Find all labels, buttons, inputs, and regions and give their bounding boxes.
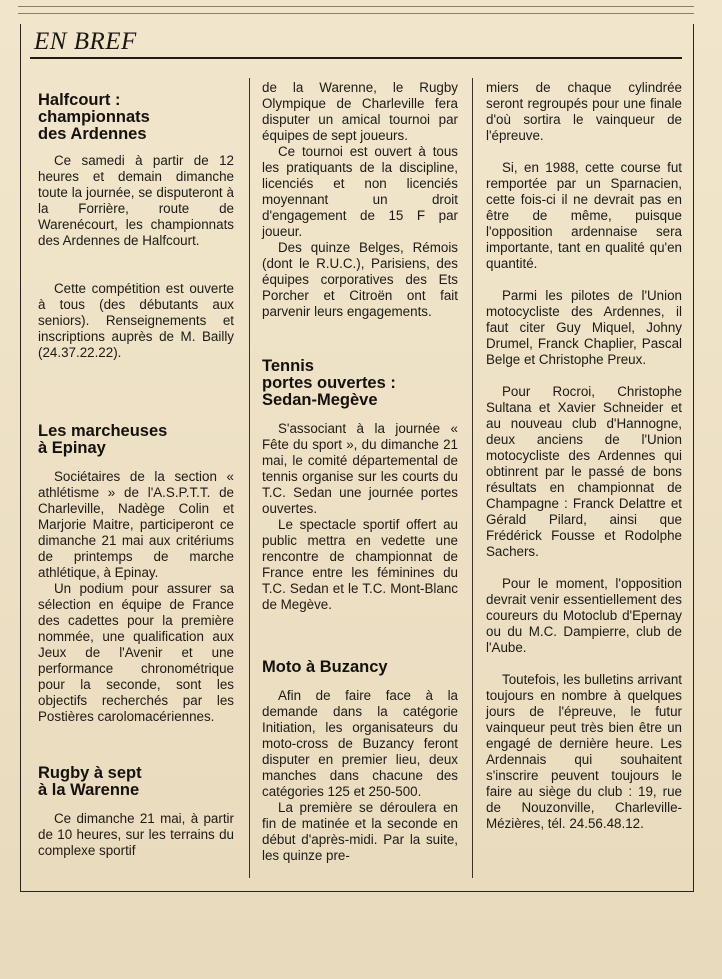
paragraph: miers de chaque cylindrée seront regroupés pour une finale d'où sortira le vainqueur de l'épreuve. bbox=[486, 80, 682, 143]
paragraph: Parmi les pilotes de l'Union motocycliste des Ardennes, il faut citer Guy Miquel, Johny Drumel, Franck Chaplier, Pascal Belge et Christophe Preux. bbox=[486, 288, 682, 367]
paragraph: Un podium pour assurer sa sélection en équipe de France des cadettes pour la première nommée, une qualification aux Jeux de l'Avenir et une performance chronométrique pour la seconde, sont les objectifs recherchés par les Postières carolomacériennes. bbox=[38, 581, 234, 724]
paragraph: Si, en 1988, cette course fut remportée par un Sparnacien, cette fois-ci il ne devrait pas en être de même, puisque l'opposition ardennaise sera importante, tant en qualité qu'en quantité. bbox=[486, 160, 682, 271]
paragraph: Afin de faire face à la demande dans la catégorie Initiation, les organisateurs du moto-cross de Buzancy feront disputer en premier lieu, deux manches dans chacune des catégories 125 et 250-500. bbox=[262, 688, 458, 799]
article-tennis bbox=[262, 358, 458, 613]
headline: Halfcourt : championnats des Ardennes bbox=[38, 91, 150, 143]
paragraph: La première se déroulera en fin de matinée et la seconde en début d'après-midi. Par la suite, les quinze pre- bbox=[262, 800, 458, 863]
column-1 bbox=[38, 80, 234, 859]
paragraph: Cette compétition est ouverte à tous (des débutants aux seniors). Renseignements et inscriptions auprès de M. Bailly (24.37.22.22). bbox=[38, 281, 234, 360]
paragraph: Ce dimanche 21 mai, à partir de 10 heures, sur les terrains du complexe sportif bbox=[38, 811, 234, 858]
headline: Tennis portes ouvertes : Sedan-Megève bbox=[262, 357, 396, 409]
column-3 bbox=[486, 80, 682, 832]
paragraph: Toutefois, les bulletins arrivant toujours en nombre à quelques jours de l'épreuve, le futur vainqueur peut très bien être un engagé de dernière heure. Les Ardennais qui souhaitent s'inscrire peuvent toujours le faire au siège du club : 19, rue de Nouzonville, Charleville-Mézières, tél. 24.56.48.12. bbox=[486, 672, 682, 831]
article-rugby bbox=[38, 765, 234, 859]
paragraph: Ce tournoi est ouvert à tous les pratiquants de la discipline, licenciés et non licenciés moyennant un droit d'engagement de 15 F par joueur. bbox=[262, 144, 458, 239]
column-2 bbox=[262, 80, 458, 864]
paragraph: Pour le moment, l'opposition devrait venir essentiellement des coureurs du Motoclub d'Epernay ou du M.C. Dampierre, club de l'Aube. bbox=[486, 576, 682, 655]
article-halfcourt bbox=[38, 92, 234, 361]
paragraph: Des quinze Belges, Rémois (dont le R.U.C.), Parisiens, des équipes corporatives des Ets Porcher et Citroën ont fait parvenir leurs engagements. bbox=[262, 240, 458, 319]
paragraph: de la Warenne, le Rugby Olympique de Charleville fera disputer un amical tournoi par équipes de sept joueurs. bbox=[262, 80, 458, 143]
paragraph: Sociétaires de la section « athlétisme » de l'A.S.P.T.T. de Charleville, Nadège Colin et Marjorie Maitre, participeront ce dimanche 21 mai aux critériums de printemps de marche athlétique, à Epinay. bbox=[38, 469, 234, 580]
top-rule bbox=[18, 6, 694, 14]
section-title-rule bbox=[30, 57, 682, 59]
section-title: EN BREF bbox=[34, 28, 137, 55]
paragraph: Le spectacle sportif offert au public mettra en vedette une rencontre de championnat de France entre les féminines du T.C. Sedan et le T.C. Mont-Blanc de Megève. bbox=[262, 517, 458, 612]
paragraph: Pour Rocroi, Christophe Sultana et Xavier Schneider et au nouveau club d'Hannogne, deux anciens de l'Union motocycliste des Ardennes qui obtinrent par le passé de bons résultats en championnat de Champagne : Franck Delattre et Gérald Pilard, ainsi que Frédérick Fousse et Rodolphe Sachers. bbox=[486, 384, 682, 559]
headline: Les marcheuses à Epinay bbox=[38, 422, 168, 457]
headline: Moto à Buzancy bbox=[262, 658, 388, 676]
headline: Rugby à sept à la Warenne bbox=[38, 764, 142, 799]
paragraph: Ce samedi à partir de 12 heures et demain dimanche toute la journée, se disputeront à la Forrière, route de Warenécourt, les championnats des Ardennes de Halfcourt. bbox=[38, 153, 234, 248]
column-divider bbox=[472, 78, 473, 878]
article-moto bbox=[262, 659, 458, 864]
column-divider bbox=[249, 78, 250, 878]
paragraph: S'associant à la journée « Fête du sport », du dimanche 21 mai, le comité départemental de tennis organise sur les courts du T.C. Sedan une journée portes ouvertes. bbox=[262, 421, 458, 516]
article-marcheuses bbox=[38, 423, 234, 725]
